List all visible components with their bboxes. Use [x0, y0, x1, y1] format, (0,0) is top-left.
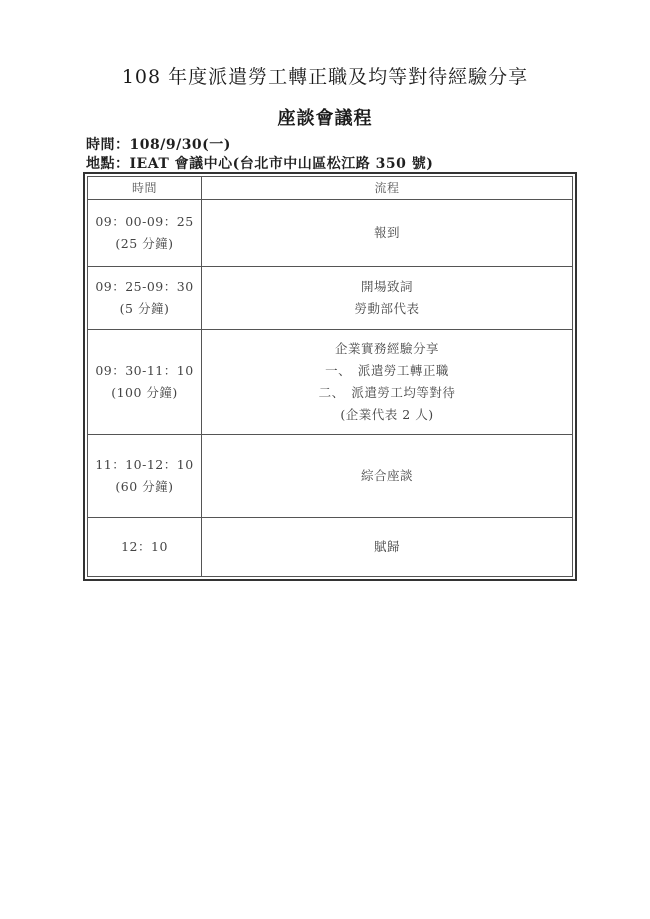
content-cell — [202, 330, 572, 434]
content-cell — [202, 200, 572, 266]
agenda-item: 勞動部代表 — [354, 301, 420, 316]
table-header-row — [88, 177, 572, 199]
header-time-label: 時間 — [131, 181, 157, 195]
agenda-subitem: 一、 派遣勞工轉正職 — [325, 363, 449, 378]
table-row — [88, 199, 572, 266]
duration: (5 分鐘) — [119, 301, 170, 316]
table-row — [88, 266, 572, 329]
document-title: 108 年度派遣勞工轉正職及均等對待經驗分享 — [121, 66, 529, 88]
duration: (25 分鐘) — [115, 236, 174, 251]
meeting-time: 時間：108/9/30(一) — [86, 137, 231, 153]
meeting-location: 地點：IEAT 會議中心(台北市中山區松江路 350 號) — [86, 156, 434, 172]
agenda-item: 開場致詞 — [360, 279, 413, 294]
duration: (60 分鐘) — [115, 479, 174, 494]
header-content-label: 流程 — [374, 181, 400, 195]
content-cell — [202, 435, 572, 517]
table-row — [88, 517, 572, 576]
table-row — [88, 434, 572, 517]
content-cell — [202, 518, 572, 576]
time-cell — [88, 267, 202, 329]
time-cell — [88, 518, 202, 576]
agenda-item: 綜合座談 — [360, 468, 413, 483]
agenda-item: 賦歸 — [373, 539, 400, 554]
document-subtitle: 座談會議程 — [277, 108, 373, 129]
agenda-item: 報到 — [373, 225, 400, 240]
time-range: 09：25-09：30 — [95, 279, 194, 294]
agenda-table-inner — [87, 176, 573, 577]
time-range: 09：00-09：25 — [95, 214, 194, 229]
time-cell — [88, 435, 202, 517]
time-range: 12：10 — [121, 539, 168, 554]
agenda-table — [83, 172, 577, 581]
agenda-subitem: 二、 派遣勞工均等對待 — [318, 385, 456, 400]
time-cell — [88, 330, 202, 434]
header-cell-time — [88, 177, 202, 199]
header-cell-content — [202, 177, 572, 199]
time-range: 11：10-12：10 — [95, 457, 194, 472]
agenda-note: (企業代表 2 人) — [340, 407, 434, 422]
table-row — [88, 329, 572, 434]
duration: (100 分鐘) — [111, 385, 178, 400]
time-range: 09：30-11：10 — [95, 363, 194, 378]
content-cell — [202, 267, 572, 329]
agenda-item: 企業實務經驗分享 — [334, 341, 439, 356]
time-cell — [88, 200, 202, 266]
